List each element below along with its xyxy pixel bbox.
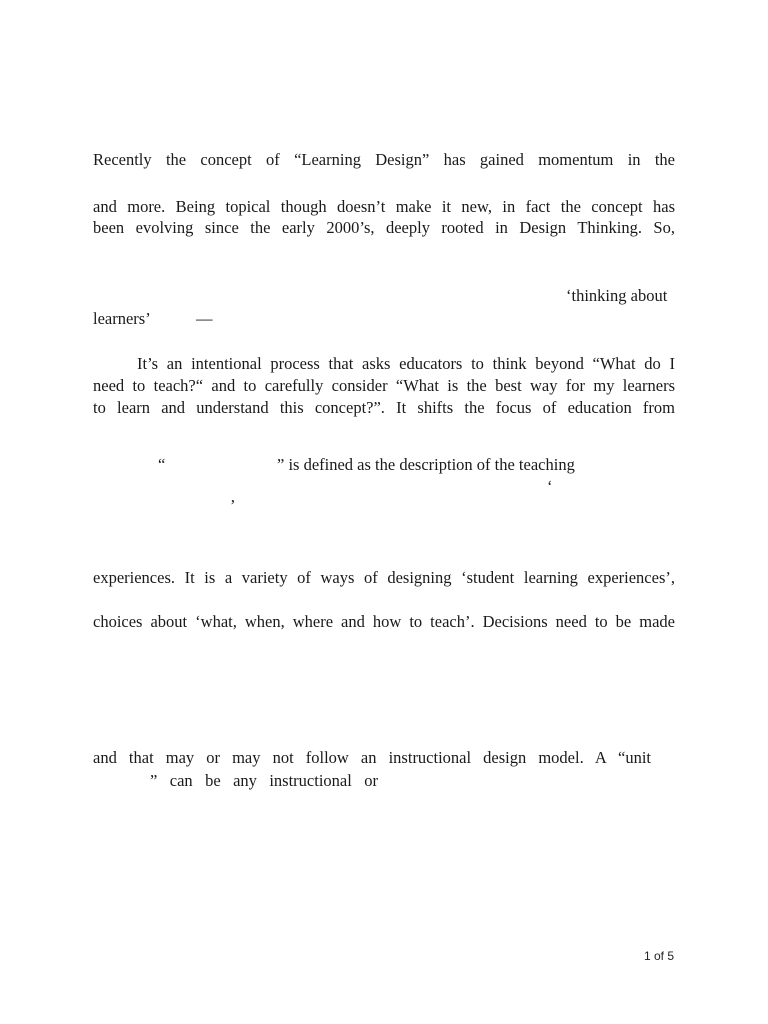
text-line: ” is defined as the description of the teaching: [277, 455, 575, 474]
text-line: ’: [230, 496, 236, 515]
text-line: to learn and understand this concept?”. It shifts the focus of education from: [93, 398, 675, 417]
text-line: need to teach?“ and to carefully consider “What is the best way for my learners: [93, 376, 675, 395]
text-line: ‘thinking about: [566, 286, 668, 305]
text-line: and more. Being topical though doesn’t make it new, in fact the concept has: [93, 197, 675, 216]
text-line: It’s an intentional process that asks educators to think beyond “What do I: [137, 354, 675, 373]
text-line: ” can be any instructional or: [150, 771, 378, 790]
text-line: Recently the concept of “Learning Design” has gained momentum in the: [93, 150, 675, 169]
text-line: learners’: [93, 309, 151, 328]
text-line: “: [158, 455, 166, 474]
text-line: —: [196, 309, 213, 328]
text-line: choices about ‘what, when, where and how to teach’. Decisions need to be made: [93, 612, 675, 631]
text-line: been evolving since the early 2000’s, deeply rooted in Design Thinking. So,: [93, 218, 675, 237]
text-line: experiences. It is a variety of ways of designing ‘student learning experiences’,: [93, 568, 675, 587]
text-line: and that may or may not follow an instructional design model. A “unit: [93, 748, 651, 767]
text-line: ‘: [547, 477, 553, 496]
page-indicator: 1 of 5: [643, 949, 674, 963]
